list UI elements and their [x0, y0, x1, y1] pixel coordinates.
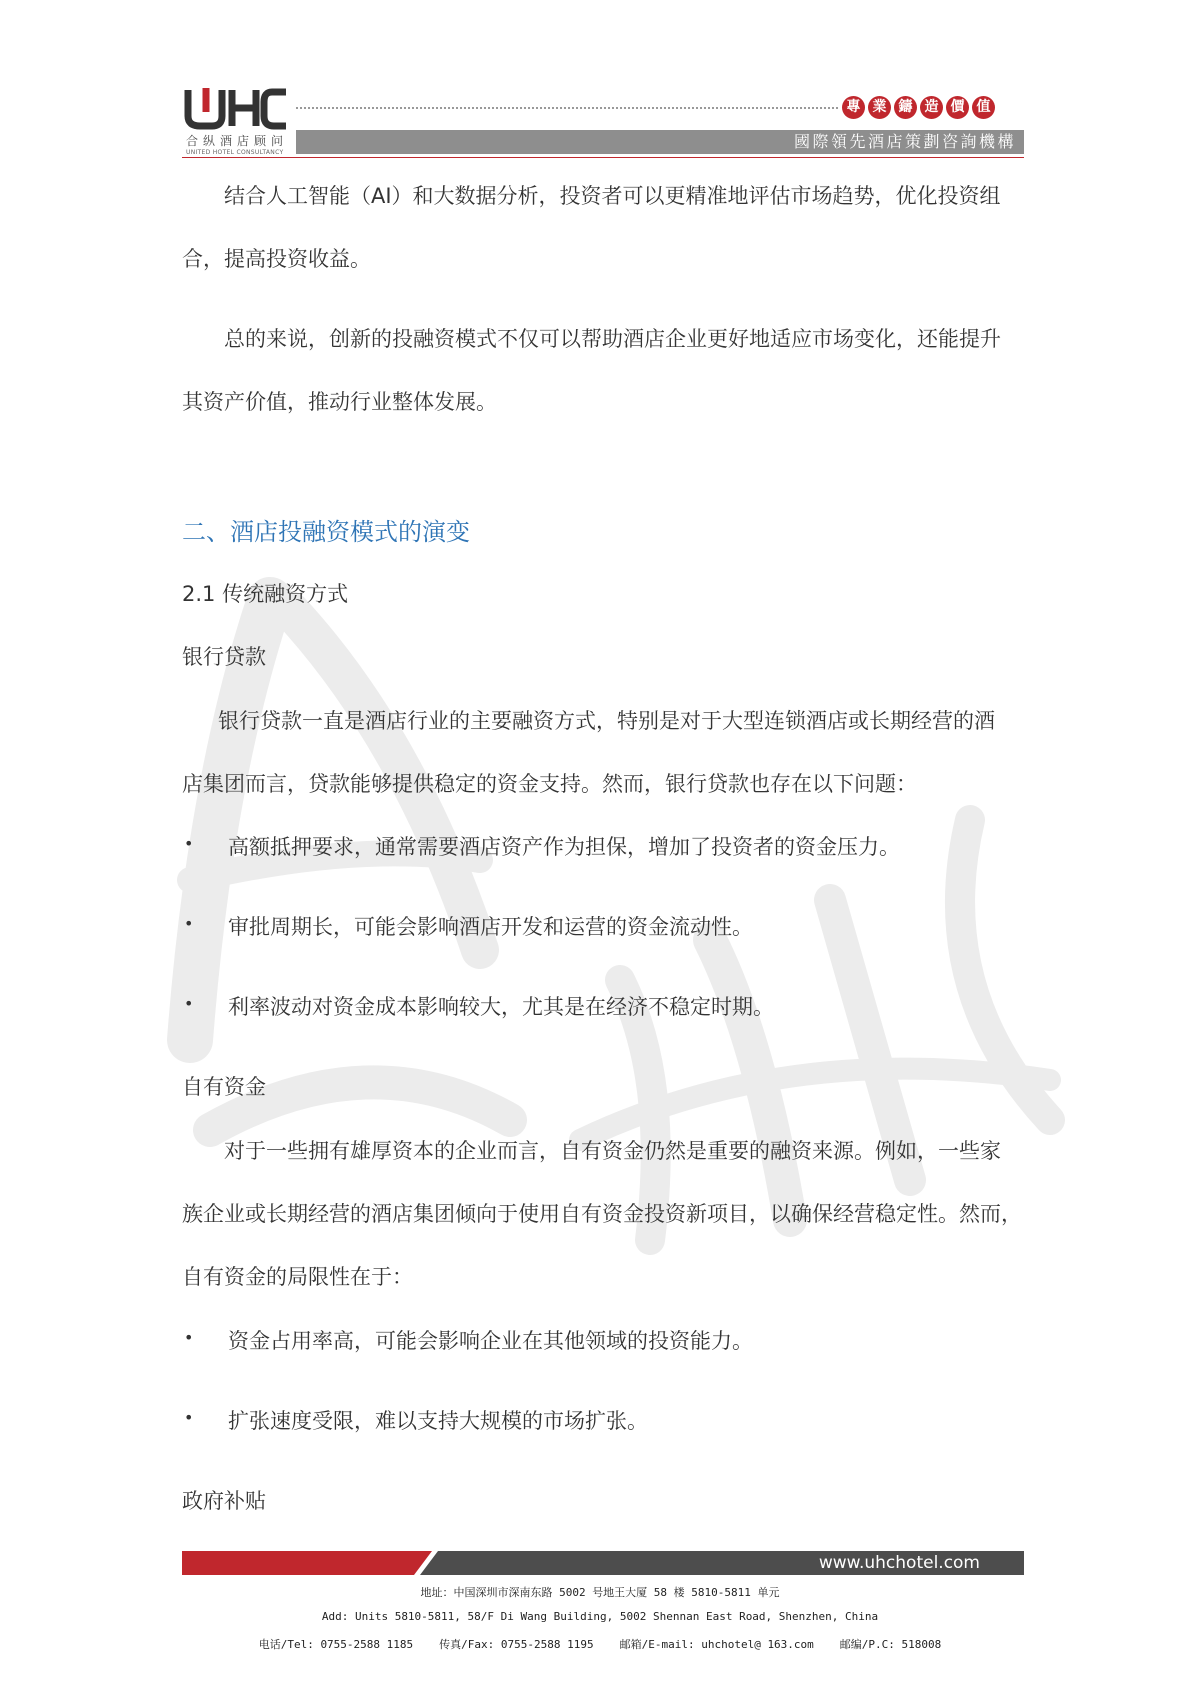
- paragraph-line: 店集团而言，贷款能够提供稳定的资金支持。然而，银行贷款也存在以下问题：: [182, 772, 917, 796]
- footer-address-en: Add: Units 5810-5811, 58/F Di Wang Building, 5002 Shennan East Road, Shenzhen, China: [321, 1610, 879, 1623]
- paragraph-line: 总的来说，创新的投融资模式不仅可以帮助酒店企业更好地适应市场变化，还能提升: [224, 327, 1001, 351]
- bullet-icon: •: [184, 1408, 194, 1427]
- list-item: 扩张速度受限，难以支持大规模的市场扩张。: [228, 1409, 648, 1433]
- list-item: 审批周期长，可能会影响酒店开发和运营的资金流动性。: [228, 915, 753, 939]
- slogan-seal: 專: [842, 96, 865, 119]
- paragraph-line: 族企业或长期经营的酒店集团倾向于使用自有资金投资新项目，以确保经营稳定性。然而，: [182, 1202, 1022, 1226]
- bullet-icon: •: [184, 834, 194, 853]
- slogan-seals: [842, 96, 995, 119]
- bullet-icon: •: [184, 914, 194, 933]
- paragraph-line: 银行贷款一直是酒店行业的主要融资方式，特别是对于大型连锁酒店或长期经营的酒: [218, 709, 995, 733]
- header-divider: [182, 157, 1024, 158]
- header-dotted-line: [296, 107, 838, 109]
- header-banner: 國際領先酒店策劃咨詢機構: [296, 130, 1024, 154]
- bullet-icon: •: [184, 994, 194, 1013]
- uhc-logo-icon: [184, 86, 288, 130]
- slogan-seal: 業: [868, 96, 891, 119]
- slogan-seal: 值: [972, 96, 995, 119]
- paragraph-line: 结合人工智能（AI）和大数据分析，投资者可以更精准地评估市场趋势，优化投资组: [224, 184, 1001, 208]
- bullet-icon: •: [184, 1328, 194, 1347]
- paragraph-line: 合，提高投资收益。: [182, 247, 371, 271]
- logo-english-name: UNITED HOTEL CONSULTANCY: [186, 149, 284, 156]
- list-item: 高额抵押要求，通常需要酒店资产作为担保，增加了投资者的资金压力。: [228, 835, 900, 859]
- paragraph-line: 其资产价值，推动行业整体发展。: [182, 390, 497, 414]
- slogan-seal: 造: [920, 96, 943, 119]
- paragraph-line: 自有资金的局限性在于：: [182, 1265, 413, 1289]
- section-title: 二、酒店投融资模式的演变: [182, 518, 470, 546]
- footer-fax: 传真/Fax: 0755-2588 1195: [439, 1638, 594, 1651]
- slogan-seal: 鑄: [894, 96, 917, 119]
- footer-tel: 电话/Tel: 0755-2588 1185: [258, 1638, 414, 1651]
- subsection-title: 2.1 传统融资方式: [182, 582, 349, 606]
- paragraph-line: 对于一些拥有雄厚资本的企业而言，自有资金仍然是重要的融资来源。例如，一些家: [224, 1139, 1001, 1163]
- list-item: 利率波动对资金成本影响较大，尤其是在经济不稳定时期。: [228, 995, 774, 1019]
- page-header: [0, 0, 1200, 165]
- footer-contacts: [0, 1636, 1200, 1652]
- own-funds-heading: 自有资金: [182, 1075, 266, 1099]
- footer-address-cn: 地址：中国深圳市深南东路 5002 号地王大厦 58 楼 5810-5811 单元: [420, 1586, 780, 1599]
- footer-email: 邮箱/E-mail: uhchotel@ 163.com: [619, 1638, 814, 1651]
- footer-postcode: 邮编/P.C: 518008: [839, 1638, 942, 1651]
- slogan-seal: 價: [946, 96, 969, 119]
- gov-subsidy-heading: 政府补贴: [182, 1489, 266, 1513]
- list-item: 资金占用率高，可能会影响企业在其他领域的投资能力。: [228, 1329, 753, 1353]
- logo-chinese-name: 合纵酒店顾问: [186, 134, 289, 148]
- bank-loan-heading: 银行贷款: [182, 645, 266, 669]
- footer-website: www.uhchotel.com: [818, 1553, 980, 1573]
